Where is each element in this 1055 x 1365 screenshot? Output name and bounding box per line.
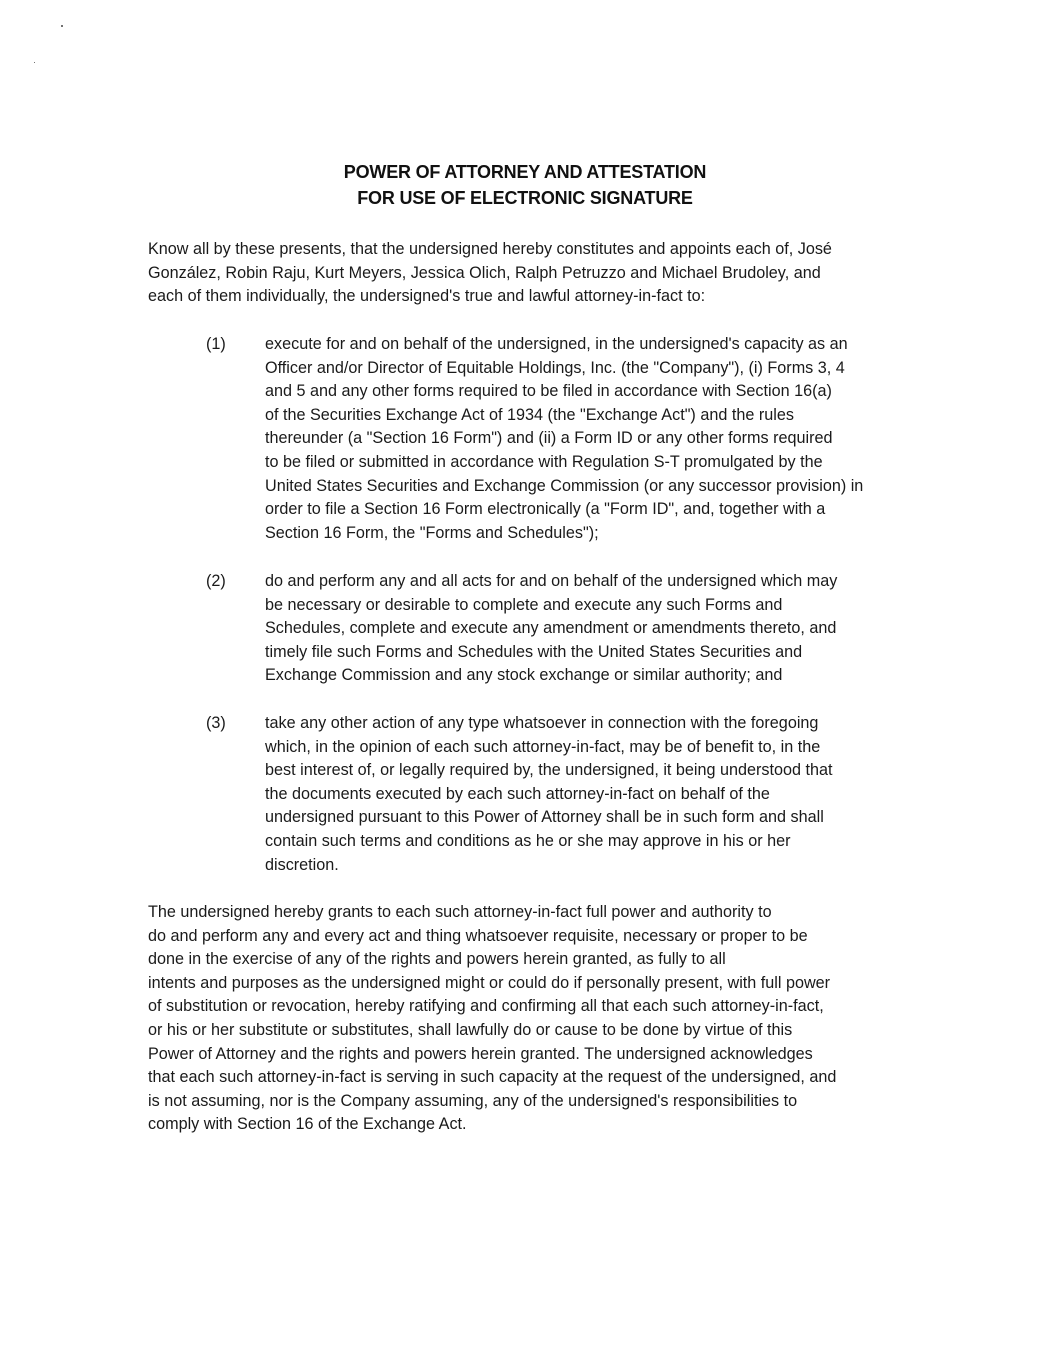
closing-line: is not assuming, nor is the Company assuming, any of the undersigned's responsibilities to: [148, 1091, 798, 1110]
item-number: (2): [206, 572, 226, 590]
item-line: do and perform any and all acts for and on behalf of the undersigned which may: [265, 572, 838, 590]
closing-paragraph: [148, 901, 836, 1137]
intro-line: each of them individually, the undersigned's true and lawful attorney-in-fact to:: [148, 287, 706, 306]
scan-speck: [34, 62, 35, 63]
item-line: discretion.: [265, 855, 339, 874]
item-number: (3): [206, 714, 226, 732]
closing-line: The undersigned hereby grants to each such attorney-in-fact full power and authority to: [148, 903, 772, 921]
item-line: best interest of, or legally required by, the undersigned, it being understood that: [265, 761, 833, 780]
intro-line: González, Robin Raju, Kurt Meyers, Jessica Olich, Ralph Petruzzo and Michael Brudoley, and: [148, 263, 821, 282]
item-line: be necessary or desirable to complete and execute any such Forms and: [265, 595, 783, 614]
closing-line: intents and purposes as the undersigned might or could do if personally present, with full power: [148, 973, 831, 992]
item-line: the documents executed by each such attorney-in-fact on behalf of the: [265, 784, 770, 803]
item-line: contain such terms and conditions as he or she may approve in his or her: [265, 831, 791, 850]
closing-line: of substitution or revocation, hereby ratifying and confirming all that each such attorney-in-fact,: [148, 997, 824, 1016]
item-line: timely file such Forms and Schedules with the United States Securities and: [265, 642, 803, 661]
intro-line: Know all by these presents, that the undersigned hereby constitutes and appoints each of, José: [148, 240, 832, 258]
item-text: [265, 712, 833, 877]
closing-line: comply with Section 16 of the Exchange Act.: [148, 1115, 467, 1134]
item-line: United States Securities and Exchange Commission (or any successor provision) in: [265, 476, 864, 495]
closing-line: Power of Attorney and the rights and powers herein granted. The undersigned acknowledges: [148, 1044, 813, 1063]
item-line: and 5 and any other forms required to be filed in accordance with Section 16(a): [265, 382, 832, 401]
item-text: [265, 570, 837, 688]
scan-speck: [61, 25, 63, 27]
item-line: take any other action of any type whatsoever in connection with the foregoing: [265, 714, 819, 732]
item-line: thereunder (a "Section 16 Form") and (ii) a Form ID or any other forms required: [265, 429, 833, 448]
document-title: [0, 159, 1050, 211]
closing-line: do and perform any and every act and thing whatsoever requisite, necessary or proper to be: [148, 926, 808, 945]
closing-line: done in the exercise of any of the rights and powers herein granted, as fully to all: [148, 950, 726, 969]
intro-paragraph: [148, 238, 832, 309]
item-number: (1): [206, 335, 226, 353]
item-text: [265, 333, 863, 545]
item-line: which, in the opinion of each such attorney-in-fact, may be of benefit to, in the: [265, 737, 821, 756]
item-line: Schedules, complete and execute any amendment or amendments thereto, and: [265, 619, 837, 638]
item-line: Officer and/or Director of Equitable Holdings, Inc. (the "Company"), (i) Forms 3, 4: [265, 358, 845, 377]
title-line-1: POWER OF ATTORNEY AND ATTESTATION: [343, 162, 707, 182]
item-line: of the Securities Exchange Act of 1934 (the "Exchange Act") and the rules: [265, 405, 794, 424]
item-line: undersigned pursuant to this Power of Attorney shall be in such form and shall: [265, 808, 824, 827]
item-line: Exchange Commission and any stock exchange or similar authority; and: [265, 666, 783, 685]
closing-line: that each such attorney-in-fact is serving in such capacity at the request of the undersigned, and: [148, 1068, 837, 1087]
item-line: execute for and on behalf of the undersigned, in the undersigned's capacity as an: [265, 335, 848, 353]
title-line-2: FOR USE OF ELECTRONIC SIGNATURE: [357, 188, 693, 208]
closing-line: or his or her substitute or substitutes, shall lawfully do or cause to be done by virtue of this: [148, 1020, 793, 1039]
item-line: to be filed or submitted in accordance with Regulation S-T promulgated by the: [265, 452, 823, 471]
item-line: order to file a Section 16 Form electronically (a "Form ID", and, together with a: [265, 500, 826, 519]
item-line: Section 16 Form, the "Forms and Schedules");: [265, 523, 599, 542]
